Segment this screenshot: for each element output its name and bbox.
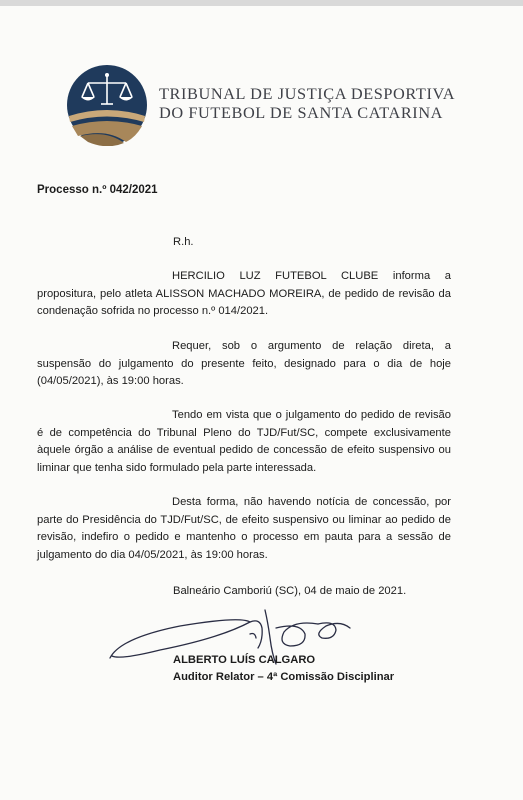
greeting: R.h. xyxy=(173,236,194,248)
paragraph-1 xyxy=(37,268,451,321)
signer-role: Auditor Relator – 4ª Comissão Disciplinar xyxy=(173,671,395,683)
signer-name: ALBERTO LUÍS CALGARO xyxy=(173,654,316,666)
place-and-date: Balneário Camboriú (SC), 04 de maio de 2021. xyxy=(173,585,407,597)
tribunal-name-line1: TRIBUNAL DE JUSTIÇA DESPORTIVA xyxy=(159,84,456,103)
paragraph-1-text: HERCILIO LUZ FUTEBOL CLUBE informa a propositura, pelo atleta ALISSON MACHADO MOREIRA, de pedido de revisão da condenação sofrida no processo n.º 014/2021. xyxy=(37,270,451,318)
scales-of-justice-logo-icon xyxy=(66,64,148,146)
process-number: Processo n.º 042/2021 xyxy=(37,184,158,196)
paragraph-2-text: Requer, sob o argumento de relação direta, a suspensão do julgamento do presente feito, designado para o dia de hoje (04/05/2021), às 19:00 horas. xyxy=(37,340,451,388)
paragraph-2 xyxy=(37,338,451,391)
paragraph-3-text: Tendo em vista que o julgamento do pedido de revisão é de competência do Tribunal Pleno do TJD/Fut/SC, compete exclusivamente àquele órgão a análise de eventual pedido de concessão de efeito suspensivo ou liminar que tenha sido formulado pela parte interessada. xyxy=(37,409,451,474)
paragraph-3 xyxy=(37,407,451,477)
tribunal-name-line2: DO FUTEBOL DE SANTA CATARINA xyxy=(159,103,444,122)
paragraph-4-text: Desta forma, não havendo notícia de concessão, por parte do Presidência do TJD/Fut/SC, de efeito suspensivo ou liminar ao pedido de revisão, indefiro o pedido e mantenho o processo em pauta para a sessão de julgamento do dia 04/05/2021, às 19:00 horas. xyxy=(37,496,451,561)
tribunal-name xyxy=(159,84,455,122)
paragraph-4 xyxy=(37,494,451,564)
